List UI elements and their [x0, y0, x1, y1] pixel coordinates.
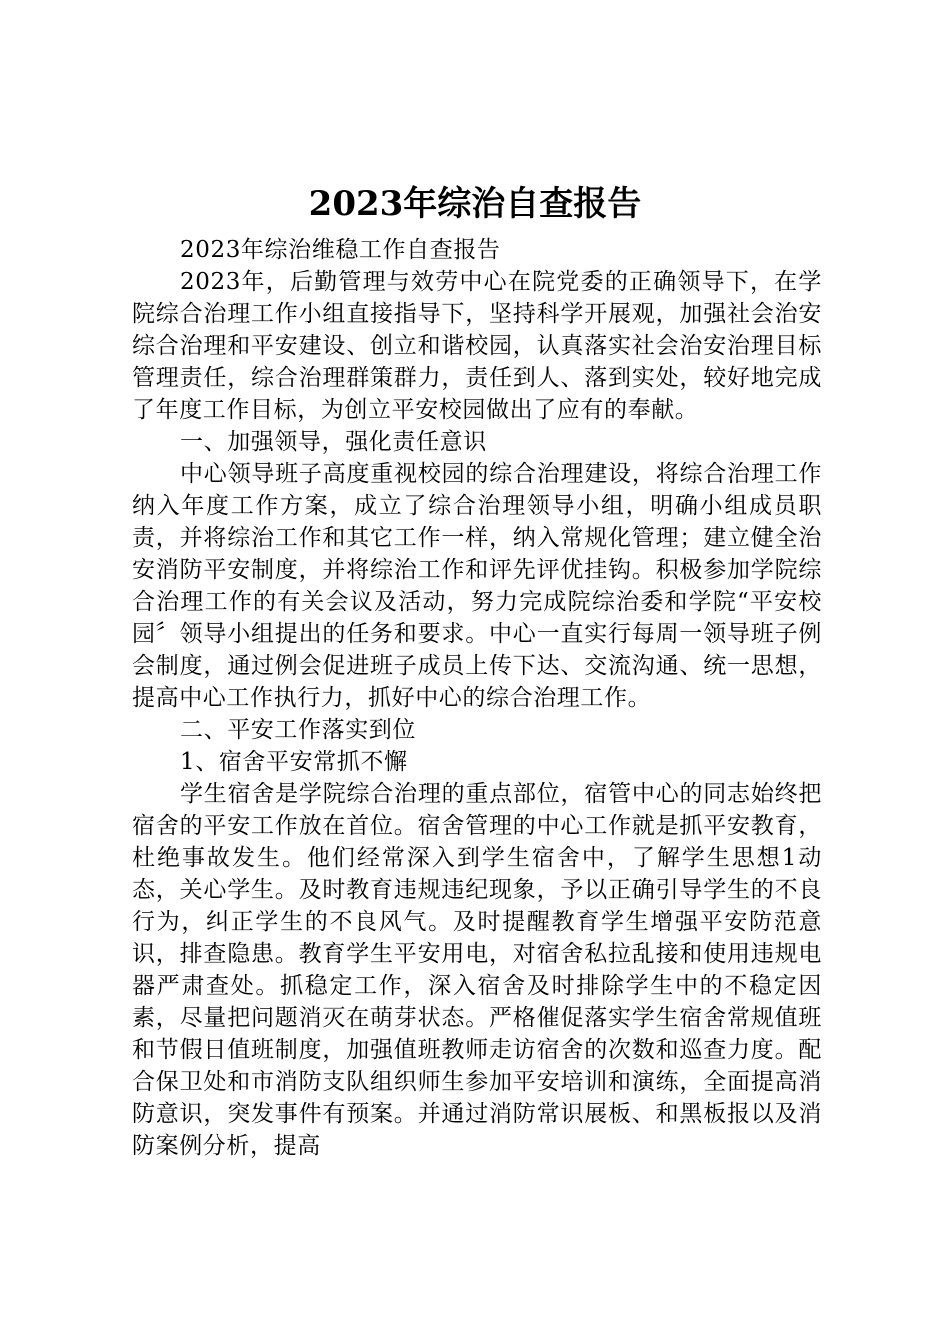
section-heading-1: 一、加强领导，强化责任意识	[180, 429, 487, 455]
report-subtitle: 2023年综治维稳工作自查报告	[180, 237, 501, 263]
subsection-1-paragraph: 学生宿舍是学院综合治理的重点部位，宿管中心的同志始终把宿舍的平安工作放在首位。宿舍管理的中心工作就是抓平安教育，杜绝事故发生。他们经常深入到学生宿舍中，了解学生思想1动态，关心学生。及时教育违规违纪现象，予以正确引导学生的不良行为，纠正学生的不良风气。及时提醒教育学生增强平安防范意识，排查隐患。教育学生平安用电，对宿舍私拉乱接和使用违规电器严肃查处。抓稳定工作，深入宿舍及时排除学生中的不稳定因素，尽量把问题消灭在萌芽状态。严格催促落实学生宿舍常规值班和节假日值班制度，加强值班教师走访宿舍的次数和巡查力度。配合保卫处和市消防支队组织师生参加平安培训和演练，全面提高消防意识，突发事件有预案。并通过消防常识展板、和黑板报以及消防案例分析，提高	[132, 781, 822, 1159]
subsection-heading-1: 1、宿舍平安常抓不懈	[180, 749, 408, 775]
section-1-paragraph: 中心领导班子高度重视校园的综合治理建设，将综合治理工作纳入年度工作方案，成立了综合治理领导小组，明确小组成员职责，并将综治工作和其它工作一样，纳入常规化管理；建立健全治安消防平安制度，并将综治工作和评先评优挂钩。积极参加学院综合治理工作的有关会议及活动，努力完成院综治委和学院“平安校园〞领导小组提出的任务和要求。中心一直实行每周一领导班子例会制度，通过例会促进班子成员上传下达、交流沟通、统一思想，提高中心工作执行力，抓好中心的综合治理工作。	[132, 461, 822, 711]
section-heading-2: 二、平安工作落实到位	[180, 717, 416, 743]
intro-paragraph: 2023年，后勤管理与效劳中心在院党委的正确领导下，在学院综合治理工作小组直接指导下，坚持科学开展观，加强社会治安综合治理和平安建设、创立和谐校园，认真落实社会治安治理目标管理责任，综合治理群策群力，责任到人、落到实处，较好地完成了年度工作目标，为创立平安校园做出了应有的奉献。	[132, 269, 822, 423]
document-title: 2023年综治自查报告	[308, 184, 642, 224]
document-body	[132, 234, 822, 1162]
